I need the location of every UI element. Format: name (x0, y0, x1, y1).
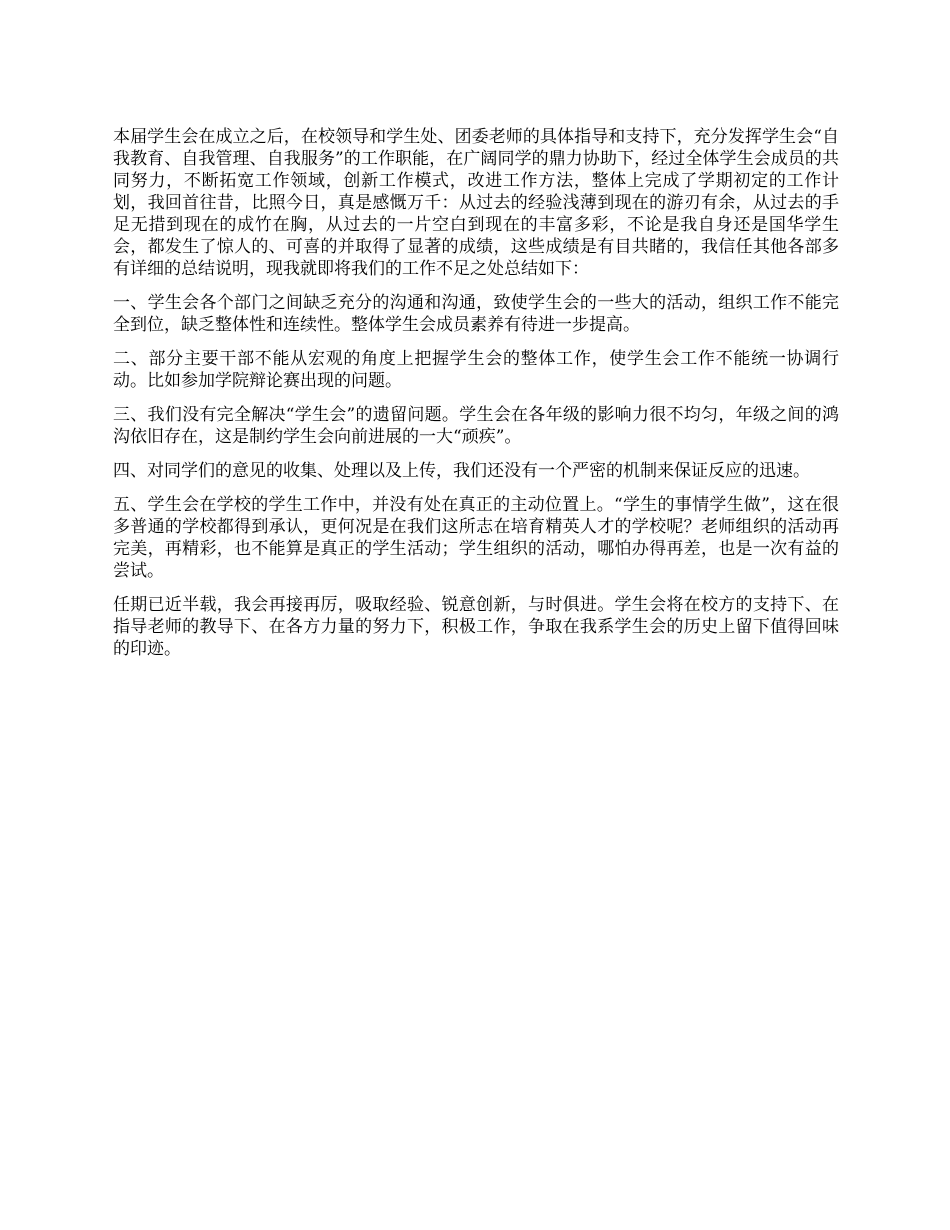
paragraph-item-3: 三、我们没有完全解决“学生会”的遗留问题。学生会在各年级的影响力很不均匀，年级之间的鸿沟依旧存在，这是制约学生会向前进展的一大“顽疾”。 (113, 405, 839, 447)
paragraph-item-2: 二、部分主要干部不能从宏观的角度上把握学生会的整体工作，使学生会工作不能统一协调行动。比如参加学院辩论赛出现的问题。 (113, 349, 839, 391)
document-body (113, 126, 839, 672)
paragraph-intro: 本届学生会在成立之后，在校领导和学生处、团委老师的具体指导和支持下，充分发挥学生会“自我教育、自我管理、自我服务”的工作职能，在广阔同学的鼎力协助下，经过全体学生会成员的共同努力，不断拓宽工作领域，创新工作模式，改进工作方法，整体上完成了学期初定的工作计划，我回首往昔，比照今日，真是感慨万千：从过去的经验浅薄到现在的游刃有余，从过去的手足无措到现在的成竹在胸，从过去的一片空白到现在的丰富多彩，不论是我自身还是国华学生会，都发生了惊人的、可喜的并取得了显著的成绩，这些成绩是有目共睹的，我信任其他各部多有详细的总结说明，现我就即将我们的工作不足之处总结如下： (113, 127, 839, 279)
paragraph-item-5: 五、学生会在学校的学生工作中，并没有处在真正的主动位置上。“学生的事情学生做”，这在很多普通的学校都得到承认，更何况是在我们这所志在培育精英人才的学校呢？老师组织的活动再完美，再精彩，也不能算是真正的学生活动；学生组织的活动，哪怕办得再差，也是一次有益的尝试。 (113, 495, 839, 581)
paragraph-conclusion: 任期已近半载，我会再接再厉，吸取经验、锐意创新，与时俱进。学生会将在校方的支持下、在指导老师的教导下、在各方力量的努力下，积极工作，争取在我系学生会的历史上留下值得回味的印迹。 (113, 595, 839, 659)
paragraph-item-1: 一、学生会各个部门之间缺乏充分的沟通和沟通，致使学生会的一些大的活动，组织工作不能完全到位，缺乏整体性和连续性。整体学生会成员素养有待进一步提高。 (113, 293, 839, 335)
paragraph-item-4: 四、对同学们的意见的收集、处理以及上传，我们还没有一个严密的机制来保证反应的迅速。 (113, 461, 810, 481)
